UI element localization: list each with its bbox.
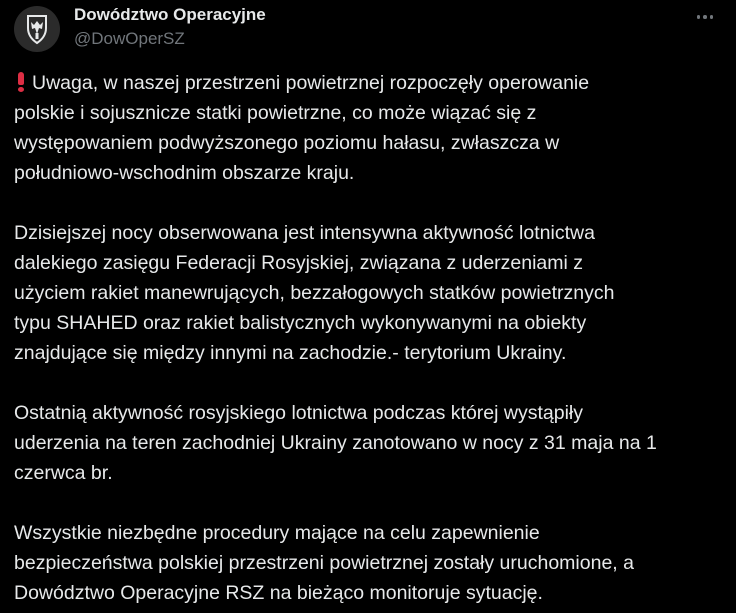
text-line-content: uderzenia na teren zachodniej Ukrainy zanotowano w nocy z 31 maja na 1 — [14, 432, 657, 454]
tweet-paragraph — [14, 218, 726, 368]
tweet-paragraph — [14, 68, 726, 188]
eagle-shield-logo-icon — [20, 12, 54, 46]
text-line-content: dalekiego zasięgu Federacji Rosyjskiej, związana z uderzeniami z — [14, 252, 584, 274]
text-line — [14, 578, 726, 608]
text-line — [14, 548, 726, 578]
more-dots-icon — [697, 15, 701, 19]
text-line — [14, 218, 726, 248]
more-dot — [710, 15, 714, 19]
text-line-content: polskie i sojusznicze statki powietrzne, co może wiązać się z — [14, 102, 537, 124]
tweet-text — [14, 68, 726, 608]
text-line — [14, 158, 726, 188]
text-line — [14, 308, 726, 338]
text-line — [14, 248, 726, 278]
text-line-content: użyciem rakiet manewrujących, bezzałogowych statków powietrznych — [14, 282, 615, 304]
text-line-content: Uwaga, w naszej przestrzeni powietrznej rozpoczęły operowanie — [32, 72, 590, 94]
text-line — [14, 98, 726, 128]
avatar[interactable] — [14, 6, 60, 52]
text-line-content: znajdujące się między innymi na zachodzie.- terytorium Ukrainy. — [14, 342, 567, 364]
text-line-content: Dowództwo Operacyjne RSZ na bieżąco monitoruje sytuację. — [14, 582, 543, 604]
text-line — [14, 398, 726, 428]
text-line-content: Dzisiejszej nocy obserwowana jest intensywna aktywność lotnictwa — [14, 222, 595, 244]
more-button[interactable] — [690, 6, 720, 28]
author-handle[interactable]: @DowOperSZ — [74, 29, 185, 48]
text-line-content: typu SHAHED oraz rakiet balistycznych wykonywanymi na obiekty — [14, 312, 587, 334]
more-dot — [703, 15, 707, 19]
text-line-content: występowaniem podwyższonego poziomu hałasu, zwłaszcza w — [14, 132, 560, 154]
text-line — [14, 518, 726, 548]
text-line — [14, 68, 726, 98]
text-line — [14, 338, 726, 368]
tweet-paragraph — [14, 518, 726, 608]
text-line — [14, 128, 726, 158]
text-line-content: Wszystkie niezbędne procedury mające na celu zapewnienie — [14, 522, 540, 544]
text-line-content: Ostatnią aktywność rosyjskiego lotnictwa podczas której wystąpiły — [14, 402, 583, 424]
text-line — [14, 458, 726, 488]
tweet-paragraph — [14, 398, 726, 488]
text-line-content: czerwca br. — [14, 462, 113, 484]
text-line — [14, 428, 726, 458]
text-line-content: bezpieczeństwa polskiej przestrzeni powietrznej zostały uruchomione, a — [14, 552, 634, 574]
text-line-content: południowo-wschodnim obszarze kraju. — [14, 162, 355, 184]
tweet-header — [14, 6, 722, 54]
text-line — [14, 278, 726, 308]
author-names — [74, 4, 266, 50]
red-exclamation-icon — [16, 72, 26, 92]
author-display-name[interactable]: Dowództwo Operacyjne — [74, 5, 266, 24]
